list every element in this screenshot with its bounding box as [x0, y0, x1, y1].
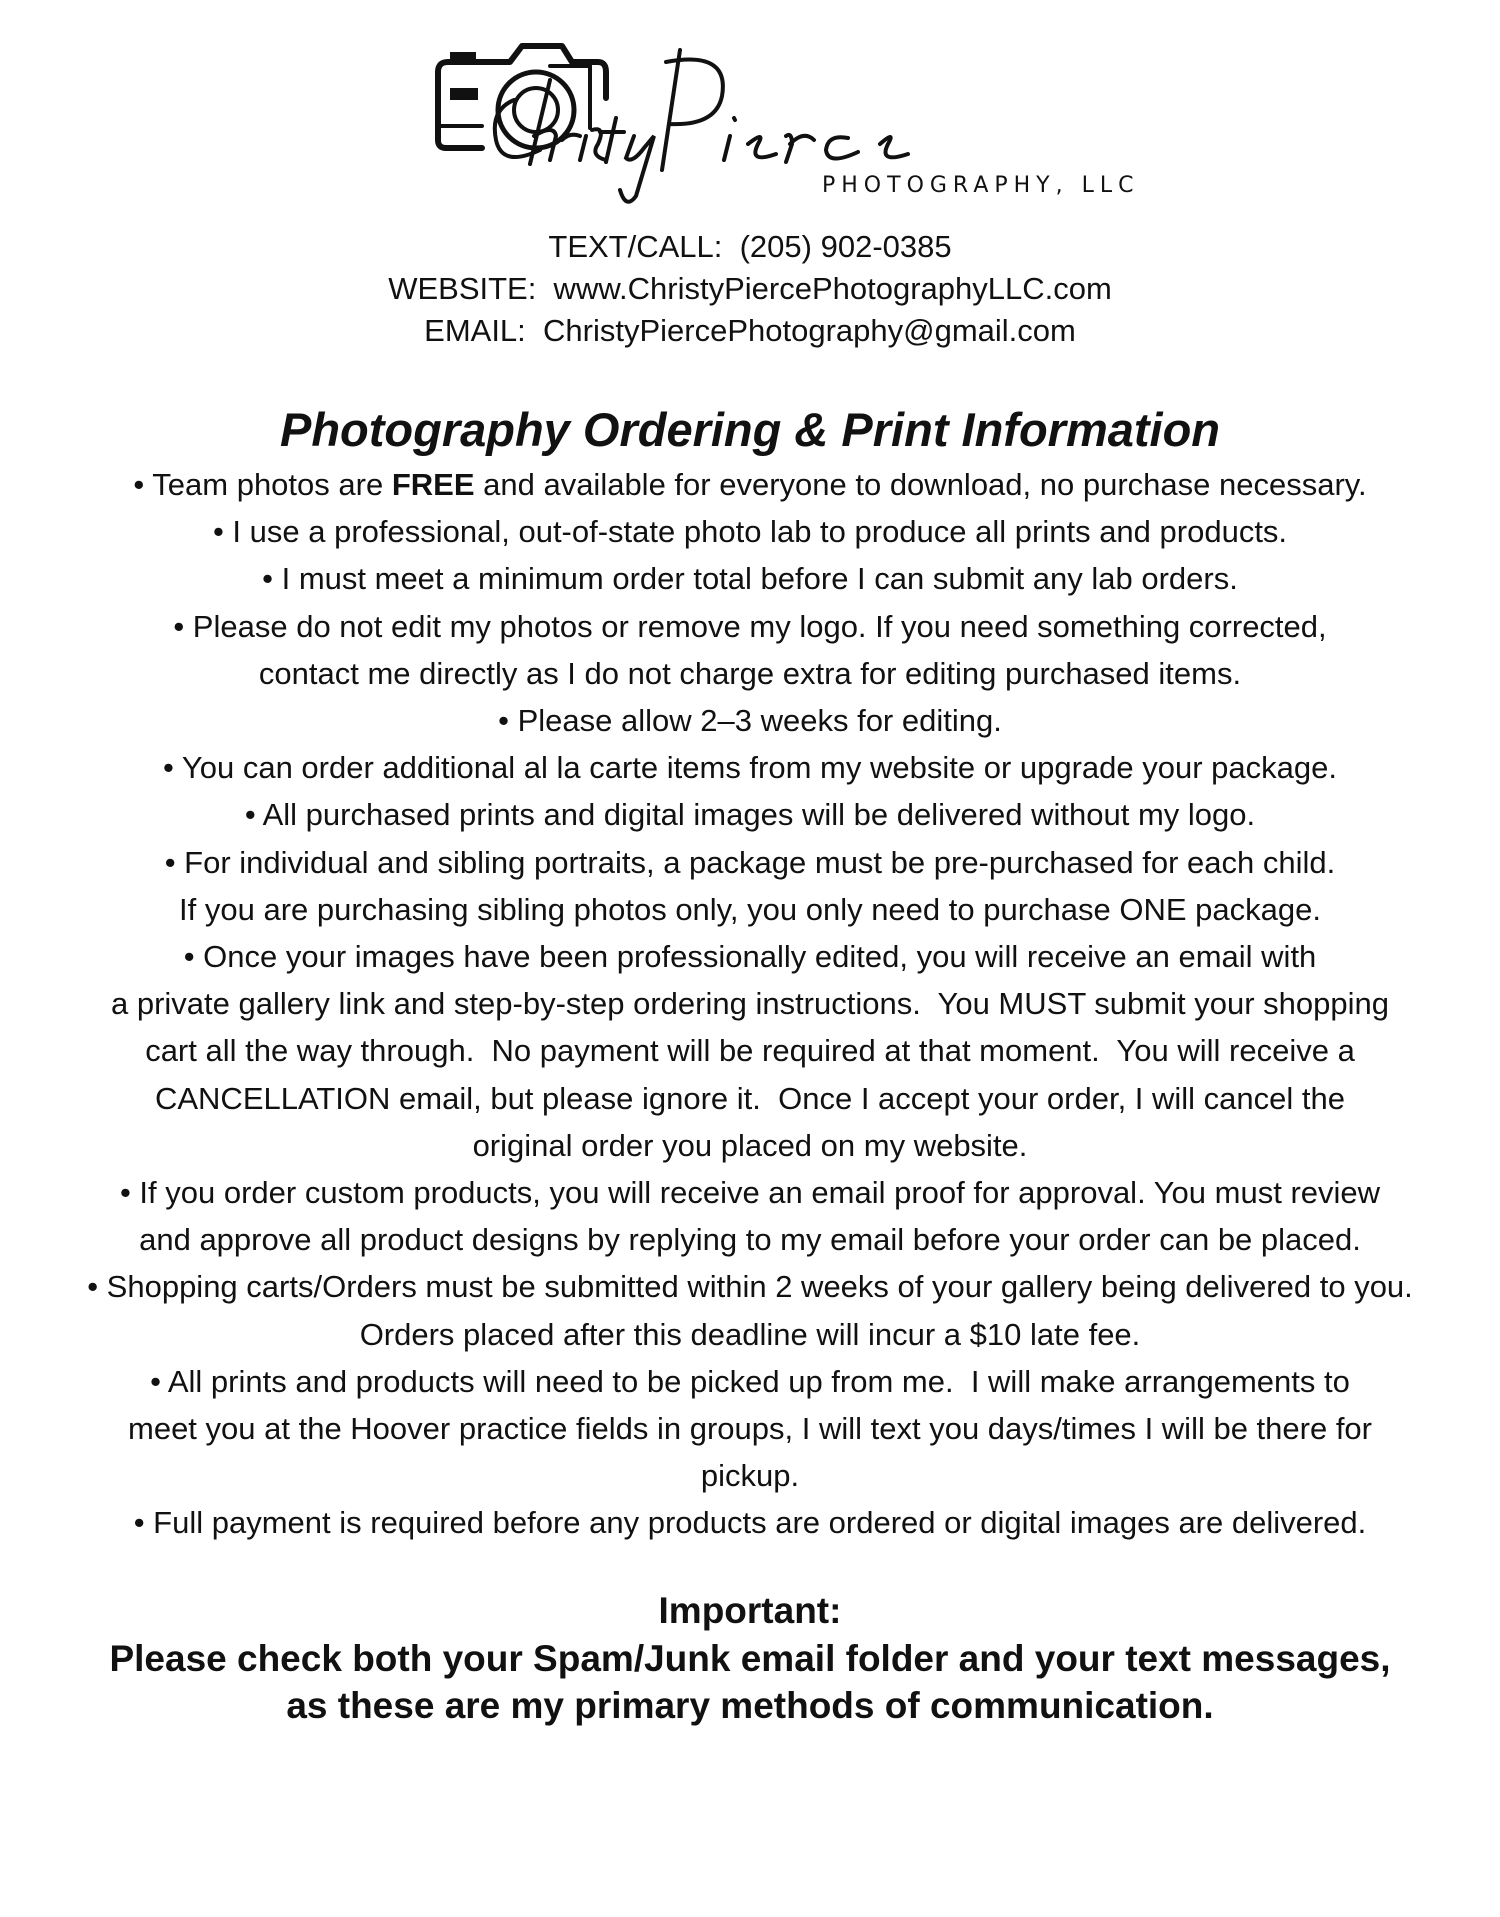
bullet-line: • Once your images have been professionally edited, you will receive an email with — [183, 939, 1317, 975]
contact-info — [0, 226, 1500, 352]
bullet-line: If you are purchasing sibling photos only, you only need to purchase ONE package. — [179, 891, 1321, 927]
bullet-line: contact me directly as I do not charge extra for editing purchased items. — [258, 655, 1242, 691]
bullet-text: • Team photos are — [133, 467, 392, 502]
bullet-line: • I must meet a minimum order total before I can submit any lab orders. — [262, 561, 1238, 597]
bullet-line: cart all the way through. No payment will be required at that moment. You will receive a — [145, 1033, 1355, 1069]
bullet-line: and approve all product designs by replying to my email before your order can be placed. — [139, 1222, 1361, 1258]
bullet-line: • Shopping carts/Orders must be submitted within 2 weeks of your gallery being delivered to you. — [87, 1269, 1413, 1305]
email-line: EMAIL: ChristyPiercePhotography@gmail.com — [424, 313, 1076, 348]
bullet-line — [0, 461, 1500, 508]
bullet-line: • You can order additional al la carte items from my website or upgrade your package. — [163, 750, 1337, 786]
bullet-bold-text: FREE — [391, 467, 475, 502]
bullet-line: • Please allow 2–3 weeks for editing. — [498, 703, 1002, 739]
page-title: Photography Ordering & Print Information — [280, 403, 1220, 456]
bullet-line: • If you order custom products, you will receive an email proof for approval. You must review — [119, 1175, 1381, 1211]
bullet-line: • Full payment is required before any products are ordered or digital images are delivered. — [133, 1505, 1367, 1541]
important-line: as these are my primary methods of communication. — [286, 1685, 1214, 1726]
bullet-line: • Please do not edit my photos or remove my logo. If you need something corrected, — [173, 608, 1327, 644]
bullet-list — [0, 461, 1500, 1547]
bullet-line: • I use a professional, out-of-state photo lab to produce all prints and products. — [212, 514, 1288, 550]
important-notice — [0, 1587, 1500, 1730]
bullet-line: meet you at the Hoover practice fields in groups, I will text you days/times I will be there for — [128, 1411, 1372, 1447]
bullet-line: CANCELLATION email, but please ignore it. Once I accept your order, I will cancel the — [154, 1080, 1346, 1116]
bullet-line: original order you placed on my website. — [472, 1127, 1028, 1163]
bullet-line: Orders placed after this deadline will incur a $10 late fee. — [359, 1316, 1141, 1352]
important-heading: Important: — [658, 1590, 842, 1631]
important-line: Please check both your Spam/Junk email folder and your text messages, — [109, 1637, 1391, 1679]
website-line: WEBSITE: www.ChristyPiercePhotographyLLC.com — [388, 271, 1112, 306]
bullet-line: a private gallery link and step-by-step ordering instructions. You MUST submit your shopping — [111, 986, 1389, 1022]
bullet-text: and available for everyone to download, no purchase necessary. — [474, 467, 1367, 502]
phone-line: TEXT/CALL: (205) 902-0385 — [548, 229, 952, 264]
bullet-line: pickup. — [700, 1458, 800, 1494]
camera-logo-icon — [430, 40, 1140, 210]
bullet-line: • All purchased prints and digital images will be delivered without my logo. — [244, 797, 1256, 833]
bullet-line: • All prints and products will need to be picked up from me. I will make arrangements to — [150, 1363, 1350, 1399]
bullet-line: • For individual and sibling portraits, a package must be pre-purchased for each child. — [164, 844, 1336, 880]
logo-subtext: PHOTOGRAPHY, LLC — [822, 173, 1140, 198]
logo — [430, 40, 1140, 210]
